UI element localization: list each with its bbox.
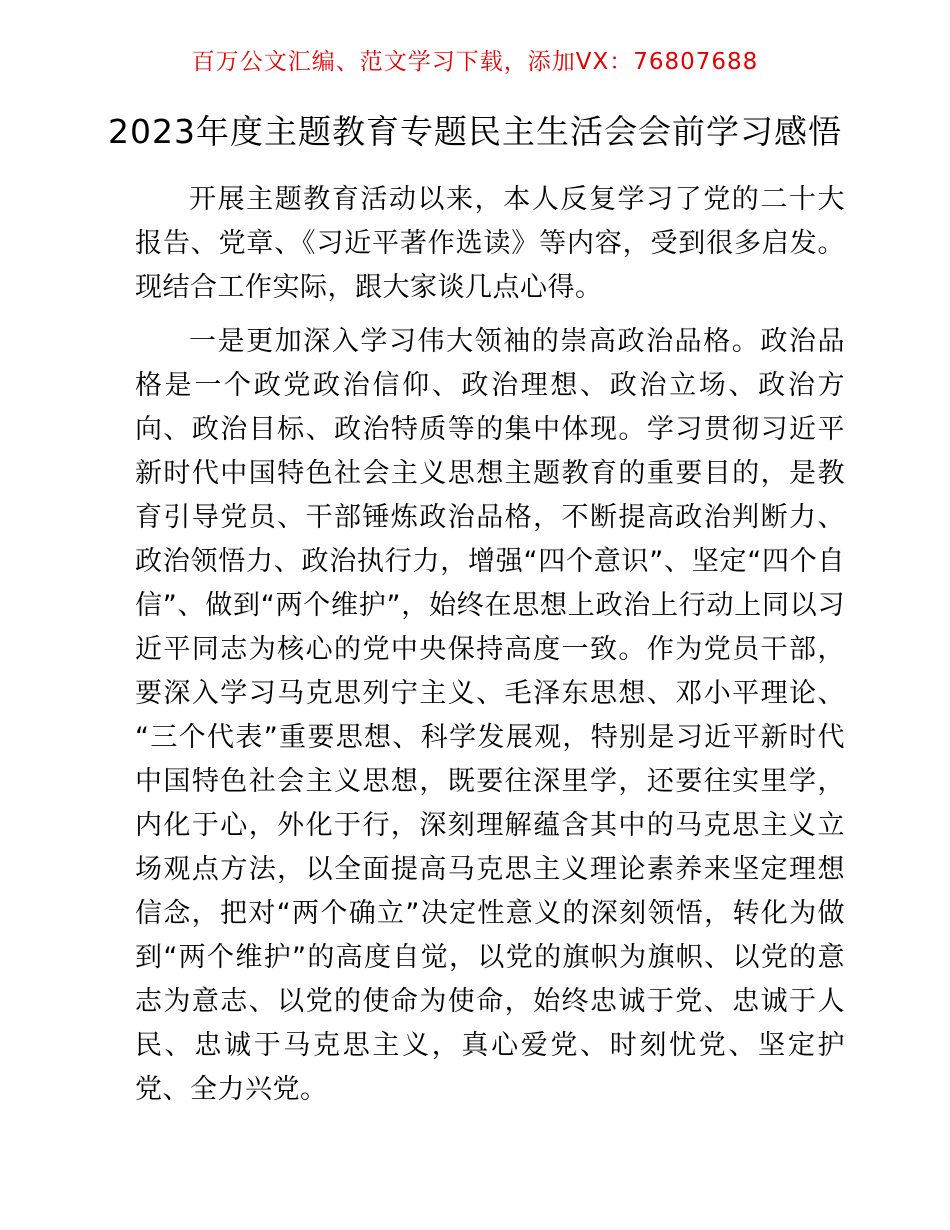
watermark-notice: 百万公文汇编、范文学习下载，添加VX：76807688 bbox=[191, 49, 759, 75]
body-paragraph-2: 一是更加深入学习伟大领袖的崇高政治品格。政治品格是一个政党政治信仰、政治理想、政治立场、政治方向、政治目标、政治特质等的集中体现。学习贯彻习近平新时代中国特色社会主义思想主题教育的重要目的，是教育引导党员、干部锤炼政治品格，不断提高政治判断力、政治领悟力、政治执行力，增强“四个意识”、坚定“四个自信”、做到“两个维护”，始终在思想上政治上行动上同以习近平同志为核心的党中央保持高度一致。作为党员干部，要深入学习马克思列宁主义、毛泽东思想、邓小平理论、“三个代表”重要思想、科学发展观，特别是习近平新时代中国特色社会主义思想，既要往深里学，还要往实里学，内化于心，外化于行，深刻理解蕴含其中的马克思主义立场观点方法，以全面提高马克思主义理论素养来坚定理想信念，把对“两个确立”决定性意义的深刻领悟，转化为做到“两个维护”的高度自觉，以党的旗帜为旗帜、以党的意志为意志、以党的使命为使命，始终忠诚于党、忠诚于人民、忠诚于马克思主义，真心爱党、时刻忧党、坚定护党、全力兴党。 bbox=[135, 326, 845, 1105]
document-body bbox=[135, 178, 845, 1112]
body-paragraph-1: 开展主题教育活动以来，本人反复学习了党的二十大报告、党章、《习近平著作选读》等内容，受到很多启发。现结合工作实际，跟大家谈几点心得。 bbox=[135, 184, 845, 303]
document-title: 2023年度主题教育专题民主生活会会前学习感悟 bbox=[108, 112, 842, 151]
